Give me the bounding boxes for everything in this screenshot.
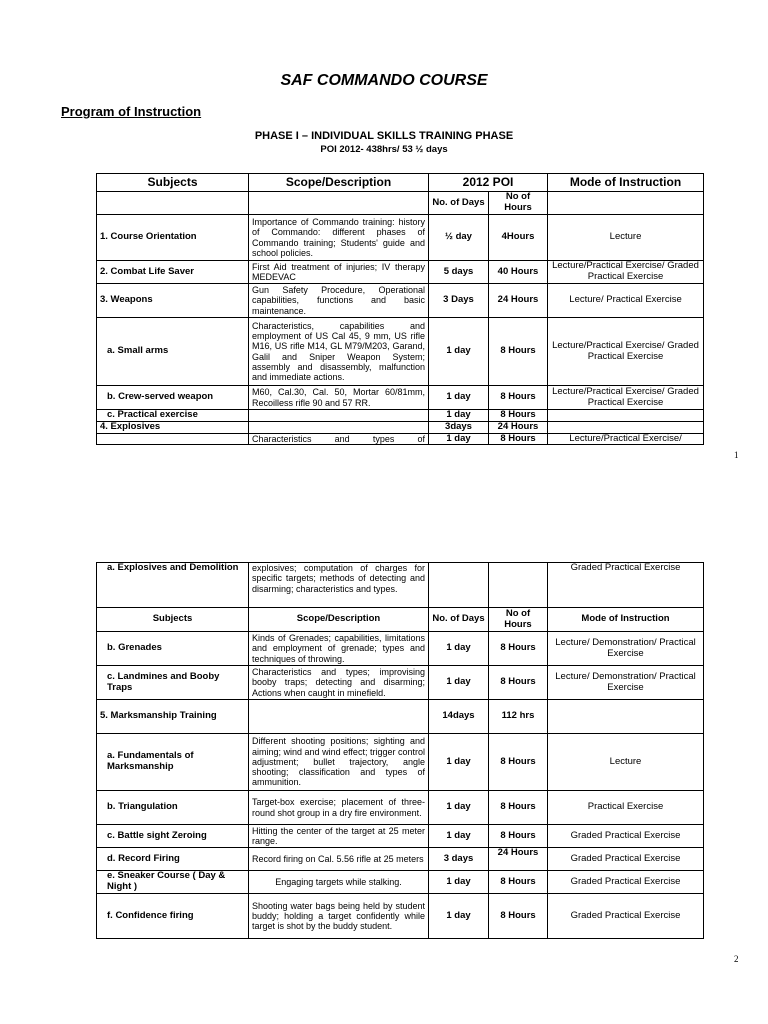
row-scope — [249, 421, 429, 433]
row-subject — [97, 433, 249, 445]
row-hours: 4Hours — [489, 215, 548, 261]
row-days: 14days — [429, 700, 489, 734]
row-scope: M60, Cal.30, Cal. 50, Mortar 60/81mm, Recoilless rifle 90 and 57 RR. — [249, 386, 429, 410]
page-number: 2 — [734, 954, 739, 964]
row-scope: Target-box exercise; placement of three-round shot group in a dry fire environment. — [249, 791, 429, 825]
row-scope: Engaging targets while stalking. — [249, 871, 429, 894]
row-hours: 8 Hours — [489, 410, 548, 422]
row-days: 3 Days — [429, 284, 489, 318]
header-days: No. of Days — [429, 608, 489, 632]
row-scope: Importance of Commando training: history of Commando: different phases of Commando training; Students' guide and school policies. — [249, 215, 429, 261]
table-row — [97, 871, 704, 894]
row-hours: 24 Hours — [489, 421, 548, 433]
row-mode: Lecture/Practical Exercise/ Graded Practical Exercise — [548, 261, 704, 284]
table-row — [97, 848, 704, 871]
row-subject: a. Fundamentals of Marksmanship — [97, 734, 249, 791]
header-mode: Mode of Instruction — [548, 608, 704, 632]
row-hours: 8 Hours — [489, 894, 548, 939]
row-subject: e. Sneaker Course ( Day & Night ) — [97, 871, 249, 894]
row-mode — [548, 700, 704, 734]
document-page-1 — [0, 0, 768, 482]
table-row — [97, 734, 704, 791]
row-subject: 1. Course Orientation — [97, 215, 249, 261]
row-subject: a. Explosives and Demolition — [97, 563, 249, 608]
section-heading: Program of Instruction — [61, 104, 202, 119]
row-scope: Characteristics and types of — [249, 433, 429, 445]
row-days: 1 day — [429, 410, 489, 422]
page-number: 1 — [734, 450, 739, 460]
row-days: 3 days — [429, 848, 489, 871]
row-days — [429, 563, 489, 608]
header-scope: Scope/Description — [249, 608, 429, 632]
row-scope: First Aid treatment of injuries; IV therapy MEDEVAC — [249, 261, 429, 284]
row-days: ½ day — [429, 215, 489, 261]
row-hours: 8 Hours — [489, 386, 548, 410]
row-hours: 112 hrs — [489, 700, 548, 734]
row-subject: b. Grenades — [97, 632, 249, 666]
row-hours: 8 Hours — [489, 632, 548, 666]
row-scope: Different shooting positions; sighting and aiming; wind and wind effect; trigger control adjustment; bullet trajectory, angle shooting; classification and types of ammunition. — [249, 734, 429, 791]
row-days: 1 day — [429, 791, 489, 825]
header-days: No. of Days — [429, 192, 489, 215]
phase-title: PHASE I – INDIVIDUAL SKILLS TRAINING PHASE — [254, 130, 514, 142]
table-row — [97, 318, 704, 386]
row-subject: 4. Explosives — [97, 421, 249, 433]
subheader-empty — [548, 192, 704, 215]
subheader-empty — [249, 192, 429, 215]
row-hours: 8 Hours — [489, 871, 548, 894]
row-mode: Practical Exercise — [548, 791, 704, 825]
row-subject: b. Triangulation — [97, 791, 249, 825]
table-header-row — [97, 174, 704, 192]
row-mode: Graded Practical Exercise — [548, 848, 704, 871]
row-scope: Gun Safety Procedure, Operational capabilities, functions and basic maintenance. — [249, 284, 429, 318]
row-subject: 3. Weapons — [97, 284, 249, 318]
row-days: 1 day — [429, 666, 489, 700]
table-row — [97, 563, 704, 608]
table-row — [97, 284, 704, 318]
row-mode: Lecture/Practical Exercise/ Graded Practical Exercise — [548, 318, 704, 386]
row-subject: c. Battle sight Zeroing — [97, 825, 249, 848]
row-scope: Hitting the center of the target at 25 meter range. — [249, 825, 429, 848]
table-row — [97, 433, 704, 445]
row-hours: 8 Hours — [489, 791, 548, 825]
row-hours: 40 Hours — [489, 261, 548, 284]
table-row — [97, 632, 704, 666]
row-scope: explosives; computation of charges for specific targets; methods of detecting and disarming; characteristics and types. — [249, 563, 429, 608]
poi-table-page-2 — [96, 562, 704, 939]
header-scope: Scope/Description — [249, 174, 429, 192]
row-subject: c. Landmines and Booby Traps — [97, 666, 249, 700]
row-scope: Characteristics, capabilities and employment of US Cal 45, 9 mm, US rifle M16, US rifle M14, GL M79/M203, Garand, Galil and Sniper Weapon System; assembly and disassembly, malfunction and immediate actions. — [249, 318, 429, 386]
header-subjects: Subjects — [97, 608, 249, 632]
table-header-row — [97, 608, 704, 632]
row-days: 1 day — [429, 318, 489, 386]
row-scope — [249, 700, 429, 734]
row-subject: 5. Marksmanship Training — [97, 700, 249, 734]
row-scope: Record firing on Cal. 5.56 rifle at 25 meters — [249, 848, 429, 871]
row-mode: Lecture — [548, 215, 704, 261]
row-mode: Graded Practical Exercise — [548, 894, 704, 939]
row-days: 1 day — [429, 433, 489, 445]
row-hours: 24 Hours — [489, 284, 548, 318]
row-mode: Graded Practical Exercise — [548, 563, 704, 608]
row-subject: 2. Combat Life Saver — [97, 261, 249, 284]
table-row — [97, 666, 704, 700]
header-hours: No of Hours — [489, 192, 548, 215]
row-subject: f. Confidence firing — [97, 894, 249, 939]
document-title: SAF COMMANDO COURSE — [280, 72, 488, 89]
header-hours: No of Hours — [489, 608, 548, 632]
phase-subtitle: POI 2012- 438hrs/ 53 ½ days — [320, 144, 448, 155]
row-scope: Characteristics and types; improvising booby traps; detecting and disarming; Actions when caught in minefield. — [249, 666, 429, 700]
poi-table-page-1 — [96, 173, 704, 445]
row-subject: b. Crew-served weapon — [97, 386, 249, 410]
row-mode: Lecture/ Demonstration/ Practical Exercise — [548, 632, 704, 666]
row-scope: Shooting water bags being held by student buddy; holding a target confidently while target is shot by the buddy student. — [249, 894, 429, 939]
row-days: 3days — [429, 421, 489, 433]
header-subjects: Subjects — [97, 174, 249, 192]
row-days: 1 day — [429, 386, 489, 410]
table-row — [97, 215, 704, 261]
row-hours: 8 Hours — [489, 825, 548, 848]
row-subject: a. Small arms — [97, 318, 249, 386]
row-mode: Graded Practical Exercise — [548, 825, 704, 848]
row-mode: Lecture — [548, 734, 704, 791]
table-row — [97, 261, 704, 284]
table-row — [97, 421, 704, 433]
row-mode: Lecture/Practical Exercise/ — [548, 433, 704, 445]
row-hours: 8 Hours — [489, 433, 548, 445]
header-mode: Mode of Instruction — [548, 174, 704, 192]
row-days: 1 day — [429, 734, 489, 791]
table-row — [97, 700, 704, 734]
row-mode: Graded Practical Exercise — [548, 871, 704, 894]
row-days: 1 day — [429, 632, 489, 666]
table-row — [97, 825, 704, 848]
row-mode — [548, 421, 704, 433]
row-mode: Lecture/Practical Exercise/ Graded Practical Exercise — [548, 386, 704, 410]
document-page-2 — [0, 482, 768, 1024]
row-days: 1 day — [429, 825, 489, 848]
row-scope: Kinds of Grenades; capabilities, limitations and employment of grenade; types and techniques of throwing. — [249, 632, 429, 666]
table-row — [97, 894, 704, 939]
row-mode: Lecture/ Practical Exercise — [548, 284, 704, 318]
row-hours: 8 Hours — [489, 318, 548, 386]
row-subject: d. Record Firing — [97, 848, 249, 871]
row-scope — [249, 410, 429, 422]
row-days: 5 days — [429, 261, 489, 284]
row-hours — [489, 563, 548, 608]
row-days: 1 day — [429, 894, 489, 939]
table-subheader-row — [97, 192, 704, 215]
row-mode — [548, 410, 704, 422]
table-row — [97, 791, 704, 825]
row-hours: 8 Hours — [489, 666, 548, 700]
header-poi: 2012 POI — [429, 174, 548, 192]
row-mode: Lecture/ Demonstration/ Practical Exercise — [548, 666, 704, 700]
subheader-empty — [97, 192, 249, 215]
row-days: 1 day — [429, 871, 489, 894]
row-hours: 8 Hours — [489, 734, 548, 791]
table-row — [97, 410, 704, 422]
table-row — [97, 386, 704, 410]
row-hours: 24 Hours — [489, 848, 548, 871]
row-subject: c. Practical exercise — [97, 410, 249, 422]
